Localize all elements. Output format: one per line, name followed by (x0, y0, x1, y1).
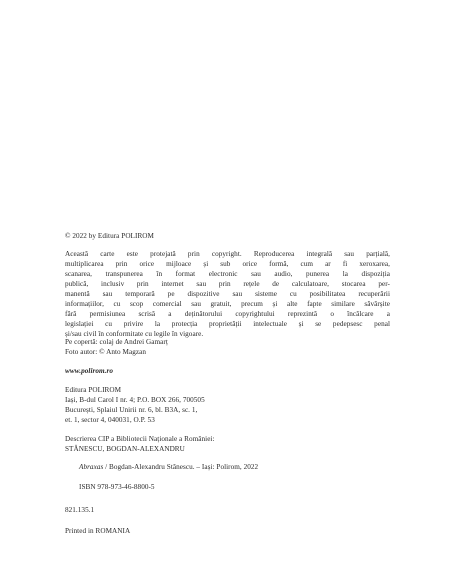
legal-line: legislației cu privire la protecția proprietății intelectuale și se pedepsesc penal (65, 320, 390, 328)
legal-line: scanarea, transpunerea în format electronic sau audio, punerea la dispoziția (65, 270, 390, 278)
cip-author: STĂNESCU, BOGDAN-ALEXANDRU (65, 445, 185, 453)
legal-line: și/sau civil în conformitate cu legile în vigoare. (65, 330, 204, 338)
website-link[interactable] (65, 366, 390, 376)
publisher-address-sector: et. 1, sector 4, 040031, O.P. 53 (65, 416, 155, 424)
cip-title-rest: / Bogdan-Alexandru Stănescu. – Iași: Polirom, 2022 (103, 463, 259, 471)
publisher-address-iasi: Iași, B-dul Carol I nr. 4; P.O. BOX 266, 700505 (65, 396, 205, 404)
legal-line: manentă sau temporară pe dispozitive sau sisteme cu posibilitatea recuperării (65, 290, 390, 298)
book-title: Abraxas (79, 463, 104, 471)
isbn-block (79, 482, 404, 492)
cip-entry (79, 462, 390, 472)
legal-line: informațiilor, cu scop comercial sau gratuit, precum și alte fapte similare săvârșite (65, 300, 390, 308)
legal-line: publică, inclusiv prin internet sau prin rețele de calculatoare, stocarea per- (65, 280, 390, 288)
publisher-info (65, 385, 390, 425)
isbn: ISBN 978-973-46-8800-5 (79, 483, 155, 491)
cip-title-line (79, 462, 390, 472)
classification-number: 821.135.1 (65, 506, 95, 514)
copyright-line: © 2022 by Editura POLIROM (65, 232, 154, 240)
cover-credit: Pe copertă: colaj de Andrei Gamarț (65, 338, 168, 346)
legal-notice (65, 249, 390, 339)
legal-line: multiplicarea prin orice mijloace și sub orice formă, cum ar fi xeroxarea, (65, 260, 390, 268)
credits (65, 337, 390, 357)
website-text[interactable]: www.polirom.ro (65, 367, 113, 375)
printed-in: Printed in ROMANIA (65, 527, 131, 535)
publisher-address-bucuresti: București, Splaiul Unirii nr. 6, bl. B3A, sc. 1, (65, 406, 198, 414)
cip-heading: Descrierea CIP a Bibliotecii Naționale a României: (65, 435, 215, 443)
legal-line: Această carte este protejată prin copyright. Reproducerea integrală sau parțială, (65, 250, 390, 258)
legal-line: fără permisiunea scrisă a deținătorului copyrightului reprezintă o încălcare a (65, 310, 390, 318)
cip-header (65, 434, 390, 454)
publisher-name: Editura POLIROM (65, 386, 122, 394)
classification-block (65, 505, 390, 515)
photo-credit: Foto autor: © Anto Magzan (65, 348, 146, 356)
printed-block (65, 526, 390, 536)
copyright-notice (65, 231, 390, 241)
